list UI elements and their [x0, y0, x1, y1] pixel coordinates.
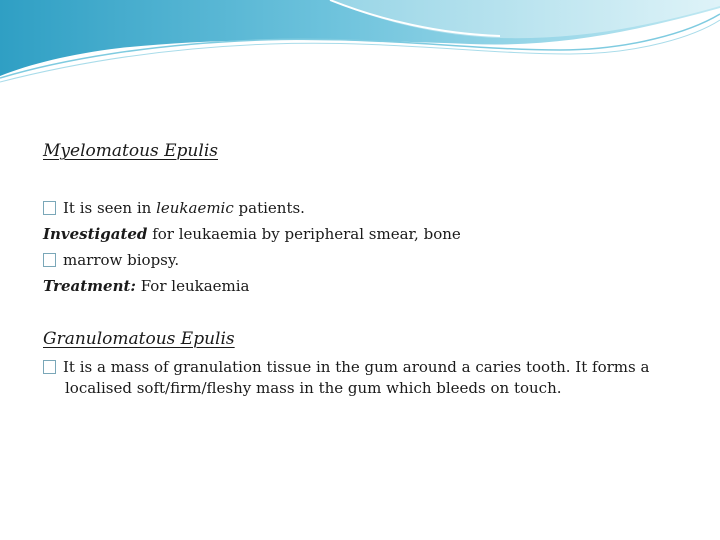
- bullet-box-icon: [43, 253, 56, 267]
- line-text-suffix: patients.: [233, 199, 305, 217]
- treatment-text: For leukaemia: [135, 277, 250, 295]
- treatment-line: [43, 276, 250, 296]
- bullet-line-marrow: [43, 250, 179, 270]
- line-text-prefix: It is seen in: [63, 199, 157, 217]
- granulation-text-1: It is a mass of granulation tissue in the gum around a caries tooth. It forms a: [63, 358, 650, 376]
- bullet-line-granulation: [43, 357, 649, 377]
- header-wave-decoration: [0, 0, 720, 90]
- line-text-italic: leukaemic: [156, 199, 234, 217]
- section-heading-myelomatous: Myelomatous Epulis: [43, 141, 218, 161]
- investigated-text: for leukaemia by peripheral smear, bone: [147, 225, 461, 243]
- investigated-label: Investigated: [43, 225, 148, 243]
- bullet-box-icon: [43, 201, 56, 215]
- treatment-label: Treatment:: [43, 277, 136, 295]
- investigated-line: [43, 224, 461, 244]
- bullet-line-seen-in: [43, 198, 305, 218]
- bullet-box-icon: [43, 360, 56, 374]
- granulation-text-2: localised soft/firm/fleshy mass in the gum which bleeds on touch.: [65, 379, 562, 397]
- granulation-line-2: [65, 378, 562, 398]
- marrow-text: marrow biopsy.: [63, 251, 180, 269]
- section-heading-granulomatous: Granulomatous Epulis: [43, 329, 235, 349]
